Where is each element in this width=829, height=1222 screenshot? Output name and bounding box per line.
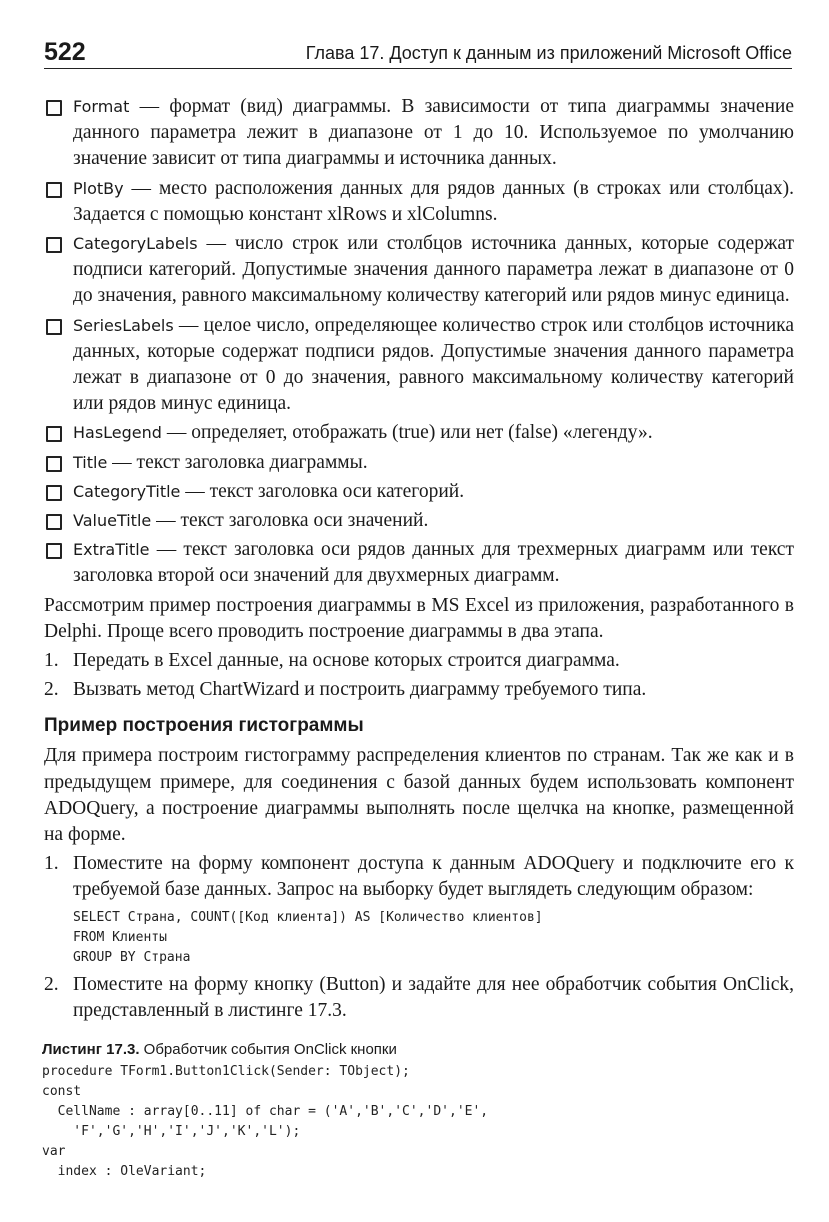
page-body (44, 94, 794, 1182)
bullet-plotby (44, 176, 794, 228)
param-desc: — текст заголовка оси категорий. (180, 480, 465, 502)
listing-caption-text: Обработчик события OnClick кнопки (139, 1041, 397, 1059)
step-number: 2. (44, 679, 59, 701)
param-term: SeriesLabels (73, 315, 174, 335)
example-paragraph: Для примера построим гистограмму распределения клиентов по странам. Так же как и в предыдущем примере, для соединения с базой данных будем использовать компонент ADOQuery, а построение диаграммы выполнять после щелчка на кнопке, размещенной на форме. (44, 745, 794, 846)
step-text: Поместите на форму кнопку (Button) и задайте для нее обработчик события OnClick, представленный в листинге 17.3. (73, 973, 794, 1021)
param-desc: — целое число, определяющее количество строк или столбцов источника данных, которые содержат подписи рядов. Допустимые значения данного параметра лежат в диапазоне от 0 до значения, равного максимальному количеству категорий или рядов минус единица. (73, 314, 794, 415)
checkbox-bullet-icon (46, 543, 62, 559)
param-desc: — число строк или столбцов источника данных, которые содержат подписи категорий. Допустимые значения данного параметра лежат в диапазоне от 0 до значения, равного максимальному количеству категорий или рядов минус единица. (73, 233, 794, 307)
step-item (44, 677, 794, 703)
bullet-categorylabels (44, 231, 794, 310)
bullet-valuetitle (44, 508, 794, 534)
param-desc: — место расположения данных для рядов данных (в строках или столбцах). Задается с помощью констант xlRows и xlColumns. (73, 177, 794, 225)
listing-label: Листинг 17.3. (42, 1041, 140, 1059)
checkbox-bullet-icon (46, 514, 62, 530)
param-desc: — определяет, отображать (true) или нет (false) «легенду». (161, 422, 653, 444)
section-heading: Пример построения гистограммы (44, 715, 364, 737)
param-desc: — текст заголовка диаграммы. (107, 451, 368, 473)
listing-caption (42, 1040, 794, 1060)
step-number: 1. (44, 650, 59, 672)
step-text: Передать в Excel данные, на основе которых строится диаграмма. (73, 650, 620, 672)
param-term: Format (73, 97, 130, 116)
checkbox-bullet-icon (46, 456, 62, 472)
param-term: ExtraTitle (73, 540, 150, 560)
param-term: Title (73, 452, 108, 472)
bullet-format (44, 94, 794, 173)
step-item (44, 648, 794, 674)
step-item (44, 851, 794, 967)
page-number: 522 (44, 38, 86, 66)
sql-query-code: SELECT Страна, COUNT([Код клиента]) AS [Количество клиентов] FROM Клиенты GROUP BY Страна (73, 909, 543, 965)
param-term: CategoryTitle (73, 481, 181, 501)
param-desc: — формат (вид) диаграммы. В зависимости от типа диаграммы значение данного параметра лежит в диапазоне от 1 до 10. Используемое по умолчанию значение зависит от типа диаграммы и источника данных. (73, 96, 794, 170)
checkbox-bullet-icon (46, 426, 62, 442)
intro-paragraph: Рассмотрим пример построения диаграммы в MS Excel из приложения, разработанного в Delphi. Проще всего проводить построение диаграммы в два этапа. (44, 594, 794, 642)
step-number: 2. (44, 973, 59, 995)
checkbox-bullet-icon (46, 100, 62, 116)
checkbox-bullet-icon (46, 182, 62, 198)
step-item (44, 972, 794, 1024)
chapter-title: Глава 17. Доступ к данным из приложений Microsoft Office (305, 43, 792, 63)
param-desc: — текст заголовка оси значений. (151, 510, 429, 532)
step-text: Поместите на форму компонент доступа к данным ADOQuery и подключите его к требуемой базе данных. Запрос на выборку будет выглядеть следующим образом: (73, 853, 794, 901)
param-desc: — текст заголовка оси рядов данных для трехмерных диаграмм или текст заголовка второй оси значений для двухмерных диаграмм. (73, 539, 794, 587)
bullet-extratitle (44, 537, 794, 589)
checkbox-bullet-icon (46, 319, 62, 335)
checkbox-bullet-icon (46, 237, 62, 253)
listing-code: procedure TForm1.Button1Click(Sender: TObject); const CellName : array[0..11] of char = ('A','B','C','D','E', 'F','G','H','I','J','K','L'); var index : OleVariant; (42, 1064, 489, 1180)
param-term: HasLegend (73, 423, 162, 443)
running-header (44, 38, 792, 69)
bullet-serieslabels (44, 313, 794, 418)
checkbox-bullet-icon (46, 485, 62, 501)
bullet-categorytitle (44, 479, 794, 505)
bullet-title (44, 450, 794, 476)
step-text: Вызвать метод ChartWizard и построить диаграмму требуемого типа. (73, 679, 647, 701)
bullet-haslegend (44, 420, 794, 446)
step-number: 1. (44, 853, 59, 875)
param-term: ValueTitle (73, 511, 152, 531)
param-term: PlotBy (73, 178, 124, 198)
param-term: CategoryLabels (73, 234, 198, 254)
